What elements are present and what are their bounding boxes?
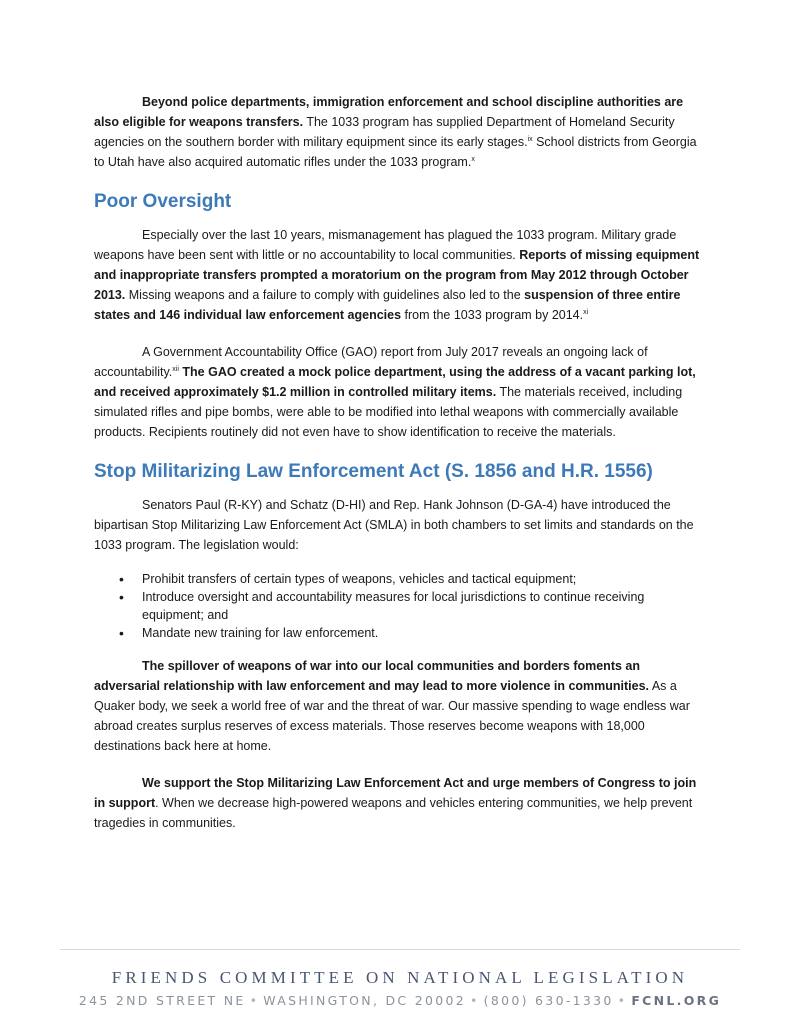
footer-separator: • xyxy=(617,993,628,1008)
list-item: • Prohibit transfers of certain types of weapons, vehicles and tactical equipment; xyxy=(142,570,708,588)
heading-smla: Stop Militarizing Law Enforcement Act (S. 1856 and H.R. 1556) xyxy=(94,461,653,482)
footer-street: 245 2ND STREET NE xyxy=(78,993,246,1008)
footer-organization: FRIENDS COMMITTEE ON NATIONAL LEGISLATION xyxy=(111,968,689,987)
paragraph-mismanagement: Especially over the last 10 years, mismanagement has plagued the 1033 program. Military grade weapons have been sent with little or no accountability to local communities. Reports of missing equipment and inappropriate transfers prompted a moratorium on the program from May 2012 through October 2013. Missing weapons and a failure to comply with guidelines also led to the suspension of three entire states and 146 individual law enforcement agencies from the 1033 program by 2014.$^{xi}$ xyxy=(94,228,700,322)
footer-address xyxy=(0,993,800,1008)
bullet-list xyxy=(94,570,708,642)
paragraph-support: We support the Stop Militarizing Law Enforcement Act and urge members of Congress to join in support. When we decrease high-powered weapons and vehicles entering communities, we help prevent tragedies in communities. xyxy=(94,776,697,830)
footer-divider xyxy=(60,949,740,950)
footer-separator: • xyxy=(469,993,480,1008)
paragraph-smla-intro: Senators Paul (R-KY) and Schatz (D-HI) and Rep. Hank Johnson (D-GA-4) have introduced the bipartisan Stop Militarizing Law Enforcement Act (SMLA) in both chambers to set limits and standards on the 1033 program. The legislation would: xyxy=(94,498,694,552)
endnote-ref[interactable]: x xyxy=(471,155,475,163)
list-item: • Mandate new training for law enforcement. xyxy=(142,624,708,642)
endnote-ref[interactable]: xi xyxy=(583,308,589,316)
footer-website-link[interactable]: FCNL.ORG xyxy=(631,993,722,1008)
list-item: • Introduce oversight and accountability measures for local jurisdictions to continue receiving equipment; and xyxy=(142,588,708,624)
heading-poor-oversight: Poor Oversight xyxy=(94,191,232,212)
footer-phone: (800) 630-1330 xyxy=(483,993,614,1008)
endnote-ref[interactable]: xii xyxy=(172,365,179,373)
paragraph-transfers: Beyond police departments, immigration enforcement and school discipline authorities are also eligible for weapons transfers. The 1033 program has supplied Department of Homeland Security agencies on the southern border with military equipment since its early stages.$^{ix}$ School districts from Georgia to Utah have also acquired automatic rifles under the 1033 program.$^x$ xyxy=(94,95,697,169)
footer-city: WASHINGTON, DC 20002 xyxy=(263,993,466,1008)
paragraph-spillover: The spillover of weapons of war into our local communities and borders foments an adversarial relationship with law enforcement and may lead to more violence in communities. As a Quaker body, we seek a world free of war and the threat of war. Our massive spending to wage endless war abroad creates surplus reserves of excess materials. Those reserves become weapons with 18,000 destinations back here at home. xyxy=(94,659,690,753)
endnote-ref[interactable]: ix xyxy=(527,135,533,143)
footer-separator: • xyxy=(249,993,260,1008)
paragraph-gao-report: A Government Accountability Office (GAO) report from July 2017 reveals an ongoing lack of accountability.$^{xii}$ The GAO created a mock police department, using the address of a vacant parking lot, and received approximately $1.2 million in controlled military items. The materials received, including simulated rifles and pipe bombs, were able to be modified into lethal weapons with commercially available products. Recipients routinely did not even have to show identification to receive the materials. xyxy=(94,345,696,439)
document-body xyxy=(94,92,708,850)
